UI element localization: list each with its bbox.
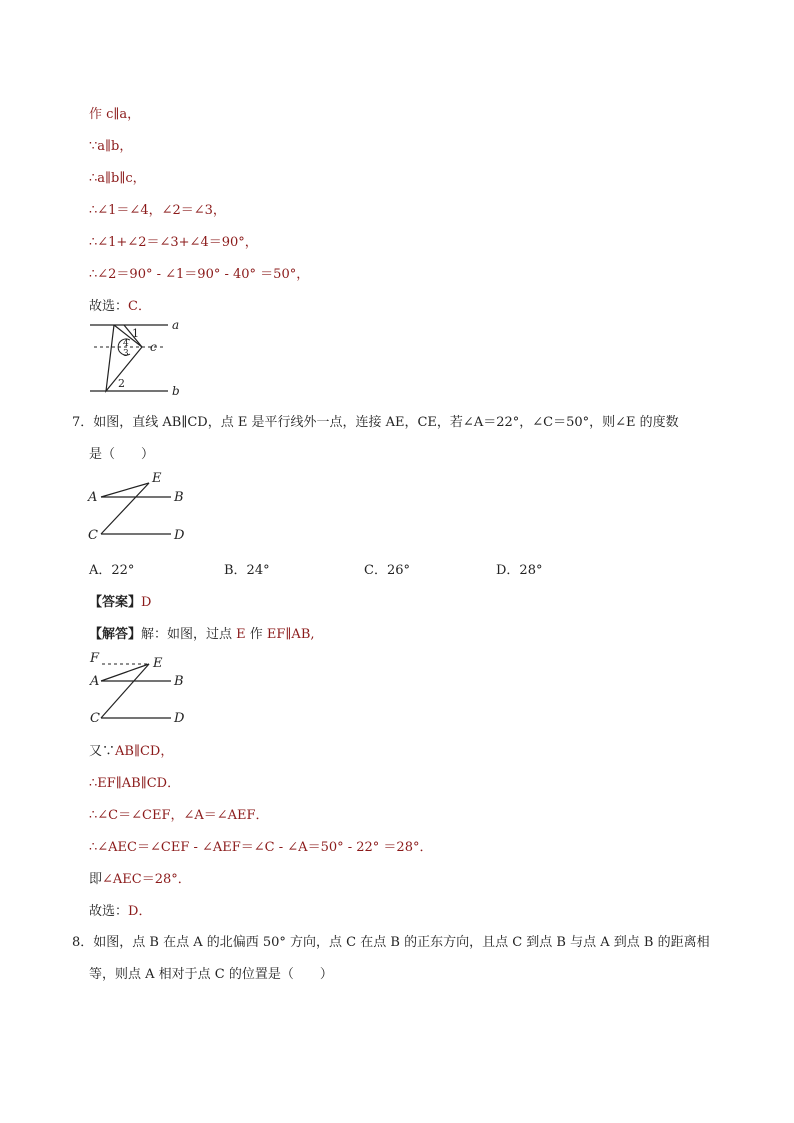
label-D: D (174, 528, 185, 543)
q7-stem-line2: 是（ ） (89, 447, 155, 462)
label-C: C (90, 711, 100, 726)
q7-solution-line-2: ∴EF∥AB∥CD． (89, 776, 181, 791)
q6-figure (86, 316, 196, 398)
line-prefix: 即 (89, 872, 103, 887)
label-B: B (174, 490, 184, 505)
q8-stem-line2: 等，则点 A 相对于点 C 的位置是（ ） (89, 967, 333, 982)
choice-value: C． (128, 299, 151, 314)
option-a: A．22° (89, 563, 135, 578)
analysis-mid: 作 (245, 627, 267, 642)
q7-solution-line-1 (89, 740, 173, 759)
label-E: E (152, 471, 162, 486)
label-1: 1 (132, 327, 139, 340)
q7-solution-line-5 (89, 868, 191, 887)
label-3: 3 (123, 349, 129, 359)
choice-prefix: 故选： (89, 299, 129, 314)
option-c: C．26° (364, 563, 410, 578)
solution6-line-2: ∵a∥b， (89, 139, 133, 154)
label-B: B (174, 674, 184, 689)
label-2: 2 (118, 377, 125, 390)
segment-ce (101, 483, 149, 534)
line-text: AB∥CD， (115, 744, 174, 759)
label-c: c (150, 340, 157, 354)
solution6-line-3: ∴a∥b∥c， (89, 171, 146, 186)
q7-solution-figure (86, 648, 196, 728)
analysis-point-e: E (236, 627, 246, 642)
answer-value: D (141, 595, 152, 610)
label-A: A (90, 674, 100, 689)
line-prefix: 故选： (89, 904, 129, 919)
analysis-label: 【解答】 (89, 627, 142, 642)
option-d: D．28° (496, 563, 543, 578)
q7-analysis-line (89, 623, 315, 642)
label-D: D (174, 711, 185, 726)
solution6-line-5: ∴∠1+∠2＝∠3+∠4＝90°， (89, 235, 258, 250)
q8-stem-line1: 8．如图，点 B 在点 A 的北偏西 50° 方向，点 C 在点 B 的正东方向，且点 C 到点 B 与点 A 到点 B 的距离相 (72, 935, 710, 950)
q7-answer-line (89, 591, 151, 610)
label-E: E (153, 656, 163, 671)
q7-figure (86, 470, 196, 546)
label-C: C (88, 528, 98, 543)
q7-solution-line-4: ∴∠AEC＝∠CEF - ∠AEF＝∠C - ∠A＝50° - 22° ＝28°． (89, 840, 433, 855)
solution6-line-6: ∴∠2＝90° - ∠1＝90° - 40° ＝50°， (89, 267, 310, 282)
line-prefix: 又∵ (89, 744, 116, 759)
label-b: b (172, 384, 180, 398)
label-a: a (172, 318, 180, 332)
solution6-line-4: ∴∠1＝∠4，∠2＝∠3， (89, 203, 226, 218)
analysis-intro: 解：如图，过点 (141, 627, 237, 642)
q7-solution-line-6 (89, 900, 151, 919)
label-A: A (88, 490, 98, 505)
solution6-choice-line (89, 295, 151, 314)
solution6-line-1: 作 c∥a， (89, 107, 141, 122)
option-b: B．24° (224, 563, 270, 578)
q7-solution-line-3: ∴∠C＝∠CEF，∠A＝∠AEF． (89, 808, 269, 823)
label-F: F (90, 651, 100, 666)
q7-stem-line1: 7．如图，直线 AB∥CD，点 E 是平行线外一点，连接 AE，CE，若∠A＝22°，∠C＝50°，则∠E 的度数 (72, 415, 679, 430)
answer-label: 【答案】 (89, 595, 142, 610)
label-4: 4 (123, 339, 129, 349)
analysis-ef: EF∥AB, (266, 627, 315, 642)
line-text: ∠AEC＝28°． (102, 872, 191, 887)
line-text: D． (128, 904, 152, 919)
